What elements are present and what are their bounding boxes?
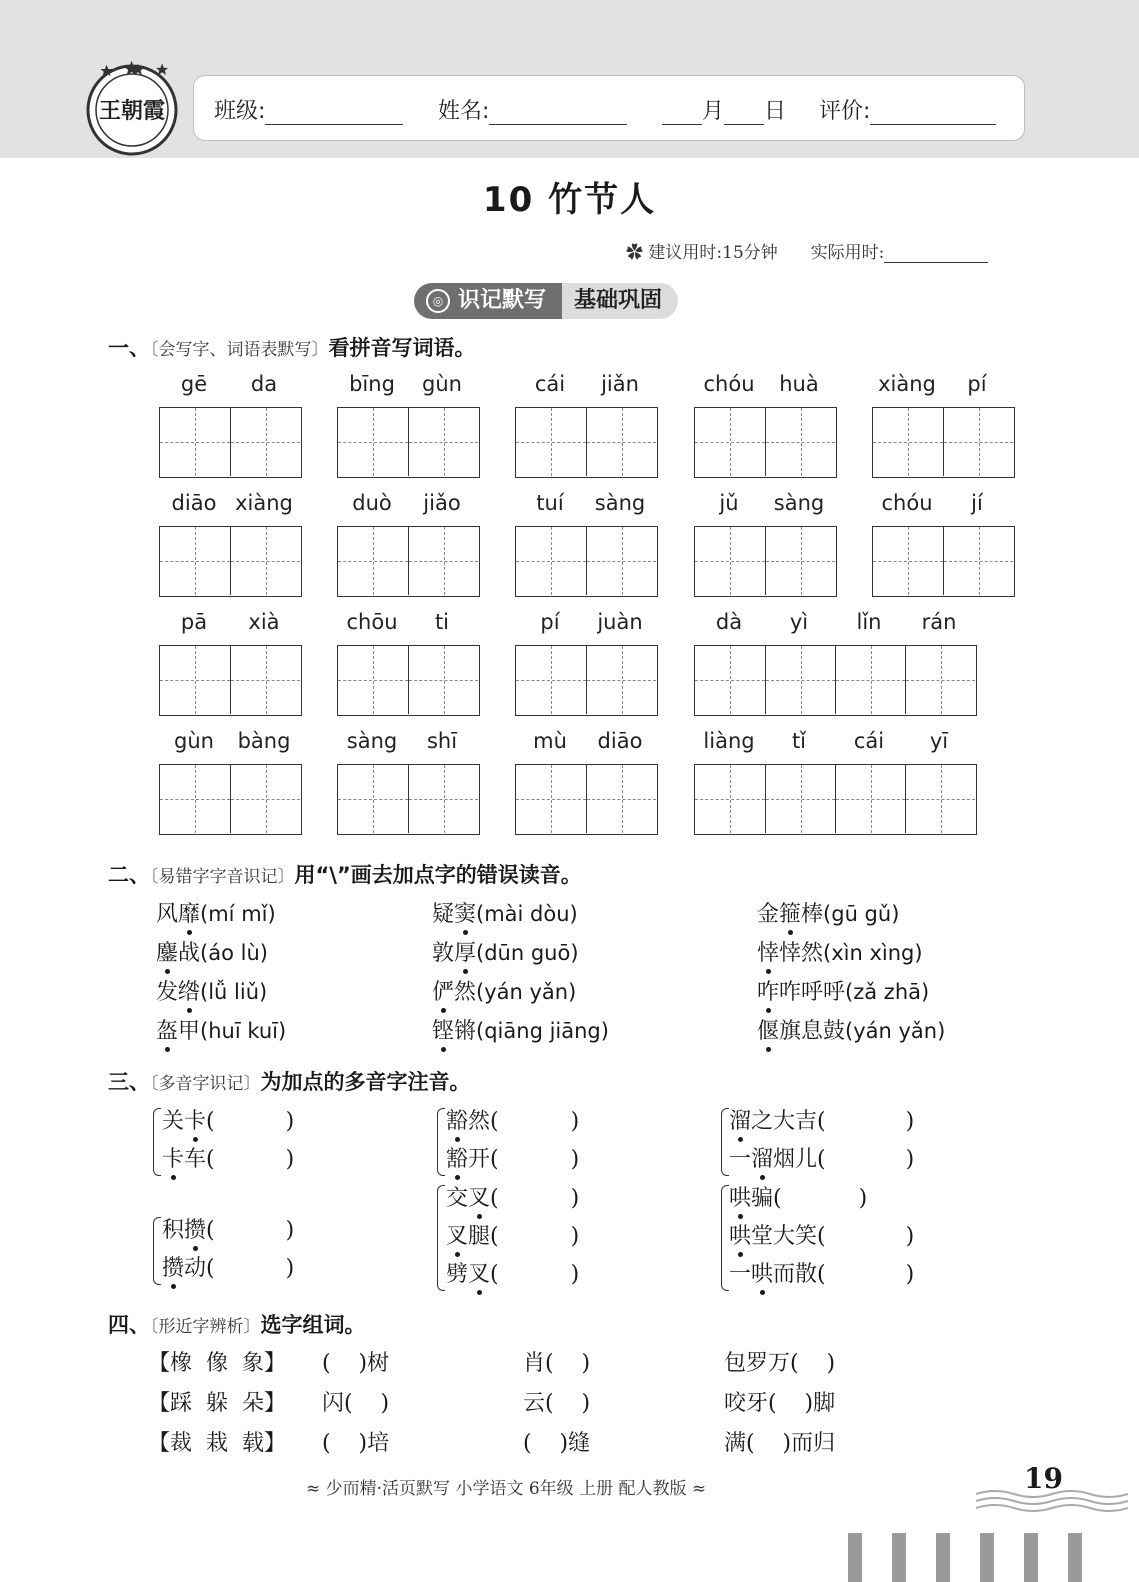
grid-cell[interactable]: [516, 646, 586, 714]
writing-grid[interactable]: [159, 764, 302, 835]
writing-grid[interactable]: [694, 407, 837, 478]
grid-cell[interactable]: [160, 408, 230, 476]
edge-bar: [1024, 1533, 1038, 1582]
grid-cell[interactable]: [230, 408, 300, 476]
pronunciation-item[interactable]: 偃旗息鼓(yán yǎn): [757, 1014, 945, 1045]
pinyin-syllable: bīng: [349, 372, 395, 396]
pinyin-syllable: xiàng: [235, 491, 293, 515]
dotted-character: 卡: [162, 1142, 184, 1173]
polyphone-item: 交叉( ): [446, 1181, 579, 1212]
edge-bar: [892, 1533, 906, 1582]
pinyin-syllable: dà: [715, 610, 743, 634]
clover-icon: ✿: [626, 243, 643, 263]
pinyin-options[interactable]: (qiāng jiāng): [476, 1019, 609, 1043]
dotted-character: 攒: [184, 1213, 206, 1244]
pinyin-syllable: pā: [180, 610, 208, 634]
pinyin-options[interactable]: (dūn guō): [476, 941, 579, 965]
word-blank[interactable]: ( )树: [322, 1351, 390, 1376]
grid-cell[interactable]: [338, 765, 408, 833]
writing-grid[interactable]: [515, 645, 658, 716]
grid-cell[interactable]: [695, 646, 765, 714]
dotted-character: 哄: [729, 1181, 751, 1212]
grouping-brace: [437, 1185, 445, 1291]
pronunciation-item[interactable]: 悻悻然(xìn xìng): [757, 936, 923, 967]
grid-cell[interactable]: [835, 765, 905, 833]
pinyin-syllable: lǐn: [856, 610, 882, 634]
grid-cell[interactable]: [695, 527, 765, 595]
time-info: [626, 238, 988, 263]
pinyin-syllable: tuí: [536, 491, 564, 515]
writing-grid[interactable]: [694, 526, 837, 597]
grid-cell[interactable]: [765, 527, 835, 595]
word-blank[interactable]: 肖( ): [523, 1351, 591, 1376]
polyphone-item: 豁开( ): [446, 1142, 579, 1173]
pinyin-syllable: jǔ: [719, 491, 739, 515]
pronunciation-item[interactable]: 风靡(mí mǐ): [156, 897, 276, 928]
dotted-character: 箍: [779, 897, 801, 928]
edge-bar: [980, 1533, 994, 1582]
pinyin-syllable: yì: [789, 610, 809, 634]
grid-cell[interactable]: [905, 765, 975, 833]
section4-heading: 四、〔形近字辨析〕选字组词。: [108, 1313, 366, 1337]
polyphone-item: 卡车( ): [162, 1142, 294, 1173]
svg-text:王朝霞: 王朝霞: [98, 98, 166, 124]
character-group: 【踩 躲 朵】: [148, 1391, 286, 1416]
dotted-character: 叉: [468, 1181, 490, 1212]
dotted-character: 豁: [446, 1104, 468, 1135]
pinyin-syllable: shī: [426, 729, 458, 753]
pinyin-options[interactable]: (mài dòu): [476, 902, 578, 926]
pinyin-syllable: xià: [248, 610, 280, 634]
dotted-character: 咋: [757, 975, 779, 1006]
date-field[interactable]: [662, 94, 786, 125]
pronunciation-item[interactable]: 金箍棒(gū gǔ): [757, 897, 899, 928]
page-number: 19: [1024, 1462, 1063, 1495]
word-blank[interactable]: 满( )而归: [724, 1431, 836, 1456]
suggested-time: 建议用时:15分钟: [648, 243, 778, 263]
actual-time-blank[interactable]: [884, 241, 988, 263]
grid-cell[interactable]: [586, 527, 656, 595]
pinyin-syllable: liàng: [703, 729, 755, 753]
grid-cell[interactable]: [230, 527, 300, 595]
evaluation-label: 评价:: [819, 99, 871, 124]
polyphone-item: 一哄而散( ): [729, 1257, 914, 1288]
pinyin-syllable: jí: [971, 491, 983, 515]
word-blank[interactable]: 包罗万( ): [724, 1351, 836, 1376]
writing-grid[interactable]: [694, 645, 977, 716]
grouping-brace: [721, 1185, 729, 1291]
dotted-character: 卡: [184, 1104, 206, 1135]
section1-heading: 一、〔会写字、词语表默写〕看拼音写词语。: [108, 336, 476, 360]
section-banner: [414, 283, 678, 319]
pinyin-options[interactable]: (áo lù): [200, 941, 268, 965]
pinyin-syllable: sàng: [346, 729, 398, 753]
dotted-character: 叉: [468, 1257, 490, 1288]
writing-grid[interactable]: [337, 764, 480, 835]
banner-left-label: 识记默写: [458, 288, 547, 313]
name-label: 姓名:: [438, 99, 490, 124]
polyphone-item: 哄堂大笑( ): [729, 1219, 914, 1250]
grid-cell[interactable]: [160, 527, 230, 595]
month-label: 月: [702, 99, 725, 124]
pinyin-syllable: chóu: [881, 491, 933, 515]
writing-grid[interactable]: [159, 645, 302, 716]
pinyin-syllable: jiǎo: [423, 491, 461, 515]
dotted-character: 哄: [729, 1219, 751, 1250]
pinyin-options[interactable]: (gū gǔ): [823, 902, 900, 926]
polyphone-item: 一溜烟儿( ): [729, 1142, 914, 1173]
pinyin-syllable: jiǎn: [601, 372, 639, 396]
grid-cell[interactable]: [160, 765, 230, 833]
pinyin-options[interactable]: (xìn xìng): [823, 941, 923, 965]
wave-decoration: [976, 1486, 1128, 1514]
grid-cell[interactable]: [835, 646, 905, 714]
pronunciation-item[interactable]: 疑窦(mài dòu): [432, 897, 578, 928]
writing-grid[interactable]: [159, 407, 302, 478]
pinyin-syllable: sàng: [773, 491, 825, 515]
pinyin-syllable: gē: [180, 372, 208, 396]
grid-cell[interactable]: [586, 646, 656, 714]
grid-cell[interactable]: [765, 765, 835, 833]
footer-text: ≈ 少而精·活页默写 小学语文 6年级 上册 配人教版 ≈: [306, 1479, 707, 1499]
polyphone-item: 攒动( ): [162, 1251, 294, 1282]
pinyin-syllable: diāo: [597, 729, 643, 753]
grid-cell[interactable]: [765, 408, 835, 476]
dotted-character: 俨: [432, 975, 454, 1006]
grid-cell[interactable]: [408, 527, 478, 595]
dotted-character: 厚: [454, 936, 476, 967]
pronunciation-item[interactable]: 发绺(lǚ liǔ): [156, 975, 267, 1006]
writing-grid[interactable]: [337, 645, 480, 716]
pinyin-syllable: bàng: [237, 729, 291, 753]
dotted-character: 哄: [751, 1257, 773, 1288]
polyphone-item: 关卡( ): [162, 1104, 294, 1135]
writing-grid[interactable]: [872, 407, 1015, 478]
section3-heading: 三、〔多音字识记〕为加点的多音字注音。: [108, 1070, 471, 1094]
pronunciation-item[interactable]: 盔甲(huī kuī): [156, 1014, 286, 1045]
pinyin-syllable: tǐ: [791, 729, 807, 753]
name-field[interactable]: [438, 94, 627, 125]
pronunciation-item[interactable]: 咋咋呼呼(zǎ zhā): [757, 975, 929, 1006]
dotted-character: 悻: [757, 936, 779, 967]
class-field[interactable]: [214, 94, 403, 125]
grid-cell[interactable]: [905, 646, 975, 714]
word-blank[interactable]: 闪( ): [322, 1391, 390, 1416]
pinyin-syllable: diāo: [171, 491, 217, 515]
pinyin-syllable: gùn: [422, 372, 462, 396]
class-label: 班级:: [214, 99, 266, 124]
section2-heading: 二、〔易错字字音识记〕用“\”画去加点字的错误读音。: [108, 863, 582, 887]
pronunciation-item[interactable]: 敦厚(dūn guō): [432, 936, 579, 967]
grid-cell[interactable]: [695, 408, 765, 476]
grid-cell[interactable]: [338, 527, 408, 595]
pinyin-syllable: cái: [534, 372, 566, 396]
pinyin-syllable: gùn: [174, 729, 214, 753]
pronunciation-item[interactable]: 铿锵(qiāng jiāng): [432, 1014, 609, 1045]
dotted-character: 绺: [178, 975, 200, 1006]
pinyin-options[interactable]: (zǎ zhā): [845, 980, 930, 1004]
pinyin-syllable: rán: [921, 610, 957, 634]
polyphone-item: 哄骗( ): [729, 1181, 867, 1212]
lesson-title: 10 竹节人: [482, 180, 657, 220]
character-group: 【裁 栽 载】: [148, 1431, 286, 1456]
writing-grid[interactable]: [872, 526, 1015, 597]
grid-cell[interactable]: [408, 408, 478, 476]
polyphone-item: 叉腿( ): [446, 1219, 579, 1250]
grouping-brace: [721, 1108, 729, 1176]
writing-grid[interactable]: [159, 526, 302, 597]
pinyin-syllable: mù: [533, 729, 567, 753]
pinyin-syllable: xiàng: [878, 372, 936, 396]
word-blank[interactable]: ( )培: [322, 1431, 390, 1456]
pronunciation-item[interactable]: 俨然(yán yǎn): [432, 975, 576, 1006]
grid-cell[interactable]: [586, 408, 656, 476]
writing-grid[interactable]: [515, 407, 658, 478]
polyphone-item: 溜之大吉( ): [729, 1104, 914, 1135]
banner-right-label: 基础巩固: [552, 283, 678, 319]
grid-cell[interactable]: [230, 765, 300, 833]
word-blank[interactable]: ( )缝: [523, 1431, 591, 1456]
dotted-character: 溜: [729, 1104, 751, 1135]
dotted-character: 鏖: [156, 936, 178, 967]
grid-cell[interactable]: [586, 765, 656, 833]
word-blank[interactable]: 咬牙( )脚: [724, 1391, 836, 1416]
grid-cell[interactable]: [943, 408, 1013, 476]
grouping-brace: [437, 1108, 445, 1176]
grid-cell[interactable]: [338, 646, 408, 714]
character-group: 【橡 像 象】: [148, 1351, 286, 1376]
pinyin-options[interactable]: (huī kuī): [200, 1019, 287, 1043]
pinyin-syllable: chóu: [703, 372, 755, 396]
writing-grid[interactable]: [515, 764, 658, 835]
edge-bar: [1068, 1533, 1082, 1582]
pinyin-syllable: yī: [929, 729, 949, 753]
dotted-character: 攒: [162, 1251, 184, 1282]
word-blank[interactable]: 云( ): [523, 1391, 591, 1416]
dotted-character: 盔: [156, 1014, 178, 1045]
pinyin-syllable: ti: [434, 610, 450, 634]
pinyin-syllable: duò: [352, 491, 392, 515]
dotted-character: 铿: [432, 1014, 454, 1045]
pinyin-syllable: chōu: [346, 610, 398, 634]
grid-cell[interactable]: [695, 765, 765, 833]
dotted-character: 溜: [751, 1142, 773, 1173]
grid-cell[interactable]: [516, 765, 586, 833]
edge-bar: [936, 1533, 950, 1582]
publisher-logo: [84, 58, 180, 158]
grid-cell[interactable]: [873, 527, 943, 595]
pinyin-syllable: da: [250, 372, 278, 396]
grouping-brace: [153, 1217, 161, 1285]
polyphone-item: 豁然( ): [446, 1104, 579, 1135]
pinyin-options[interactable]: (lǚ liǔ): [200, 980, 268, 1004]
grid-cell[interactable]: [408, 765, 478, 833]
pinyin-options[interactable]: (mí mǐ): [200, 902, 276, 926]
writing-grid[interactable]: [337, 407, 480, 478]
pronunciation-item[interactable]: 鏖战(áo lù): [156, 936, 268, 967]
grid-cell[interactable]: [230, 646, 300, 714]
grid-cell[interactable]: [516, 527, 586, 595]
student-info-box: [193, 75, 1025, 141]
polyphone-item: 积攒( ): [162, 1213, 294, 1244]
grid-cell[interactable]: [160, 646, 230, 714]
dotted-character: 豁: [446, 1142, 468, 1173]
medal-icon: ◎: [426, 289, 450, 313]
pinyin-syllable: pí: [967, 372, 987, 396]
grid-cell[interactable]: [408, 646, 478, 714]
grouping-brace: [153, 1108, 161, 1176]
pinyin-syllable: sàng: [594, 491, 646, 515]
writing-grid[interactable]: [337, 526, 480, 597]
pinyin-syllable: juàn: [597, 610, 643, 634]
pinyin-options[interactable]: (yán yǎn): [476, 980, 577, 1004]
grid-cell[interactable]: [873, 408, 943, 476]
polyphone-item: 劈叉( ): [446, 1257, 579, 1288]
actual-time-label: 实际用时:: [810, 243, 885, 263]
grid-cell[interactable]: [516, 408, 586, 476]
pinyin-syllable: huà: [779, 372, 819, 396]
day-label: 日: [764, 99, 787, 124]
evaluation-field[interactable]: [819, 94, 996, 125]
grid-cell[interactable]: [338, 408, 408, 476]
pinyin-syllable: cái: [853, 729, 885, 753]
writing-grid[interactable]: [515, 526, 658, 597]
dotted-character: 叉: [446, 1219, 468, 1250]
dotted-character: 偃: [757, 1014, 779, 1045]
pinyin-options[interactable]: (yán yǎn): [845, 1019, 946, 1043]
writing-grid[interactable]: [694, 764, 977, 835]
dotted-character: 靡: [178, 897, 200, 928]
dotted-character: 窦: [454, 897, 476, 928]
grid-cell[interactable]: [765, 646, 835, 714]
pinyin-syllable: pí: [540, 610, 560, 634]
edge-bar: [848, 1533, 862, 1582]
grid-cell[interactable]: [943, 527, 1013, 595]
